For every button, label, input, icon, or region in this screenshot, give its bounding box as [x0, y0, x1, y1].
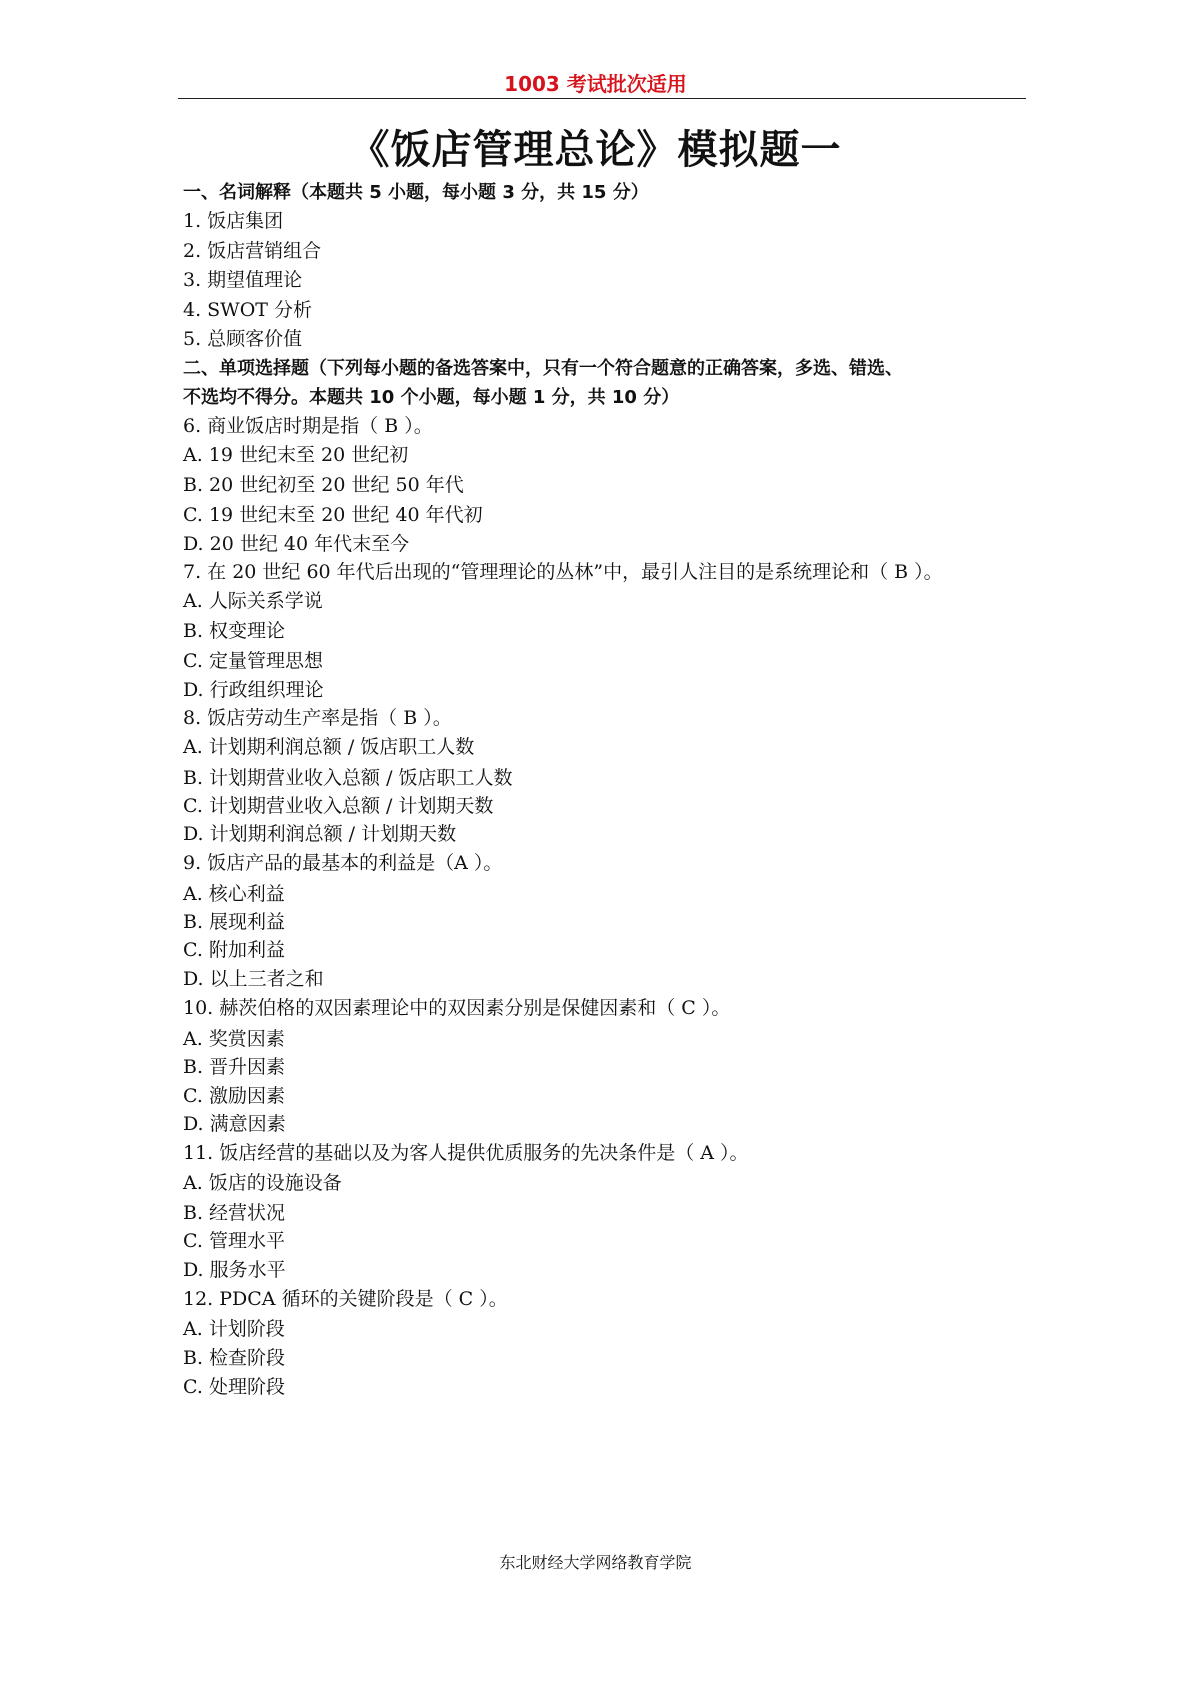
option-line: D. 服务水平	[183, 1259, 286, 1281]
option-line: D. 计划期利润总额 / 计划期天数	[183, 823, 457, 845]
option-line: B. 检查阶段	[183, 1347, 286, 1369]
question-line: 8. 饭店劳动生产率是指（ B ）。	[183, 707, 452, 729]
section-heading-choice: 二、单项选择题（下列每小题的备选答案中，只有一个符合题意的正确答案，多选、错选、	[183, 358, 903, 379]
option-line: D. 行政组织理论	[183, 679, 324, 701]
option-line: C. 19 世纪末至 20 世纪 40 年代初	[183, 504, 483, 526]
option-line: B. 晋升因素	[183, 1056, 286, 1078]
option-line: C. 定量管理思想	[183, 650, 323, 672]
option-line: B. 经营状况	[183, 1202, 286, 1224]
option-line: B. 展现利益	[183, 911, 286, 933]
question-line: 11. 饭店经营的基础以及为客人提供优质服务的先决条件是（ A ）。	[183, 1142, 749, 1164]
question-line: 6. 商业饭店时期是指（ B ）。	[183, 415, 433, 437]
option-line: D. 满意因素	[183, 1113, 286, 1135]
question-line: 2. 饭店营销组合	[183, 240, 322, 262]
option-line: B. 权变理论	[183, 620, 286, 642]
exam-batch-note: 1003 考试批次适用	[504, 72, 687, 96]
question-line: 5. 总顾客价值	[183, 328, 303, 350]
header-divider	[178, 98, 1026, 99]
option-line: A. 计划阶段	[183, 1318, 285, 1340]
question-line: 12. PDCA 循环的关键阶段是（ C ）。	[183, 1288, 508, 1310]
option-line: C. 附加利益	[183, 939, 285, 961]
option-line: D. 以上三者之和	[183, 968, 324, 990]
option-line: A. 19 世纪末至 20 世纪初	[183, 444, 409, 466]
footer-institution: 东北财经大学网络教育学院	[499, 1553, 692, 1572]
option-line: C. 计划期营业收入总额 / 计划期天数	[183, 795, 494, 817]
option-line: C. 管理水平	[183, 1230, 285, 1252]
option-line: B. 计划期营业收入总额 / 饭店职工人数	[183, 767, 513, 789]
question-line: 1. 饭店集团	[183, 210, 284, 232]
question-line: 10. 赫茨伯格的双因素理论中的双因素分别是保健因素和（ C ）。	[183, 997, 731, 1019]
document-title: 《饭店管理总论》模拟题一	[349, 127, 842, 173]
option-line: A. 饭店的设施设备	[183, 1172, 342, 1194]
option-line: C. 处理阶段	[183, 1376, 285, 1398]
option-line: D. 20 世纪 40 年代末至今	[183, 533, 410, 555]
section-heading-terms: 一、名词解释（本题共 5 小题，每小题 3 分，共 15 分）	[183, 182, 649, 203]
option-line: A. 核心利益	[183, 883, 285, 905]
question-line: 4. SWOT 分析	[183, 299, 313, 321]
option-line: B. 20 世纪初至 20 世纪 50 年代	[183, 474, 464, 496]
question-line: 3. 期望值理论	[183, 269, 303, 291]
option-line: C. 激励因素	[183, 1085, 285, 1107]
option-line: A. 奖赏因素	[183, 1028, 285, 1050]
option-line: A. 人际关系学说	[183, 590, 323, 612]
question-line: 9. 饭店产品的最基本的利益是（A ）。	[183, 852, 503, 874]
section-heading-choice-cont: 不选均不得分。本题共 10 个小题，每小题 1 分，共 10 分）	[183, 387, 680, 408]
option-line: A. 计划期利润总额 / 饭店职工人数	[183, 736, 475, 758]
question-line: 7. 在 20 世纪 60 年代后出现的“管理理论的丛林”中，最引人注目的是系统理论和（ B ）。	[183, 561, 943, 583]
